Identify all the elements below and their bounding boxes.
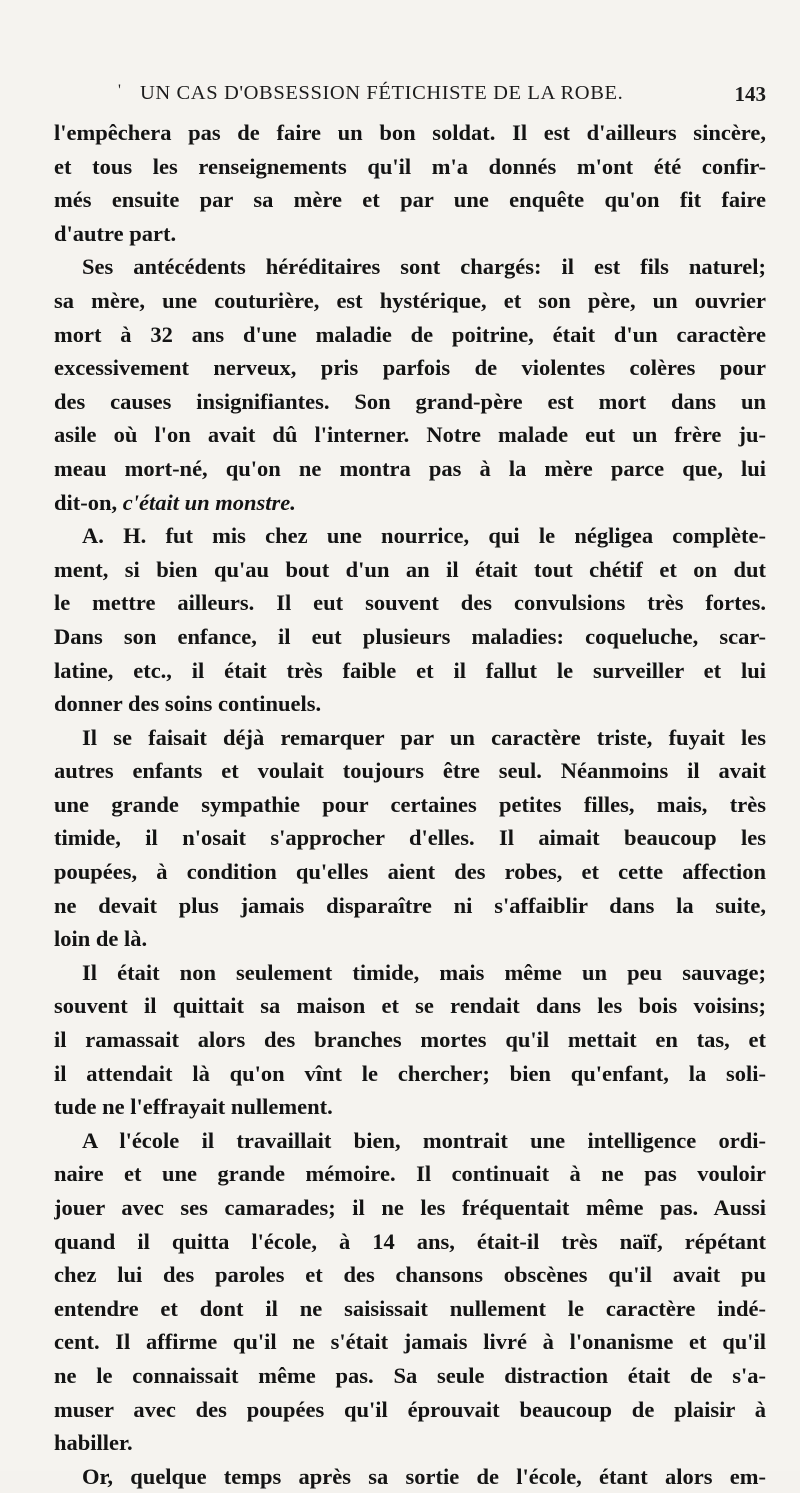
text-line: [54, 217, 766, 251]
text-line-content: habiller.: [54, 1430, 133, 1456]
text-line: [54, 553, 766, 587]
text-line-content: asile où l'on avait dû l'interner. Notre malade eut un frère ju-: [54, 422, 766, 448]
text-line-content: une grande sympathie pour certaines petites filles, mais, très: [54, 791, 766, 817]
text-line-content: le mettre ailleurs. Il eut souvent des convulsions très fortes.: [54, 590, 766, 616]
text-line-content: poupées, à condition qu'elles aient des robes, et cette affection: [54, 859, 766, 885]
running-title: UN CAS D'OBSESSION FÉTICHISTE DE LA ROBE.: [140, 82, 624, 104]
text-line: [54, 1258, 766, 1292]
text-line-content: naire et une grande mémoire. Il continuait à ne pas vouloir: [54, 1161, 766, 1187]
text-line-content: ne le connaissait même pas. Sa seule distraction était de s'a-: [54, 1362, 766, 1388]
text-line: [54, 586, 766, 620]
text-line-content: loin de là.: [54, 926, 148, 952]
text-line: [54, 1325, 766, 1359]
text-line-content: Or, quelque temps après sa sortie de l'école, étant alors em-: [82, 1463, 766, 1489]
text-line-content: més ensuite par sa mère et par une enquête qu'on fit faire: [54, 187, 766, 213]
text-line: [54, 788, 766, 822]
text-line: [54, 956, 766, 990]
body-text: [54, 116, 766, 1489]
text-line-content: sa mère, une couturière, est hystérique, et son père, un ouvrier: [54, 287, 766, 313]
text-line-content: timide, il n'osait s'approcher d'elles. Il aimait beaucoup les: [54, 825, 766, 851]
text-line: [54, 183, 766, 217]
text-line-content: chez lui des paroles et des chansons obscènes qu'il avait pu: [54, 1262, 766, 1288]
text-line-content: il attendait là qu'on vînt le chercher; bien qu'enfant, la soli-: [54, 1060, 766, 1086]
text-line-content: dit-on,: [54, 489, 118, 515]
text-line: [54, 620, 766, 654]
text-line: [54, 754, 766, 788]
page-number: 143: [734, 82, 766, 106]
text-line-content: ne devait plus jamais disparaître ni s'affaiblir dans la suite,: [54, 892, 766, 918]
text-line: [54, 385, 766, 419]
text-line: [54, 519, 766, 553]
text-line: [54, 821, 766, 855]
text-line-content: d'autre part.: [54, 220, 177, 246]
text-line-content: A l'école il travaillait bien, montrait une intelligence ordi-: [82, 1127, 766, 1153]
text-line: [54, 1157, 766, 1191]
text-line: [54, 1359, 766, 1393]
text-line-content: ment, si bien qu'au bout d'un an il était tout chétif et on dut: [54, 556, 766, 582]
text-line-content: autres enfants et voulait toujours être seul. Néanmoins il avait: [54, 758, 766, 784]
text-line: [54, 721, 766, 755]
text-line: [54, 687, 766, 721]
text-line: [54, 1460, 766, 1493]
text-line: [54, 452, 766, 486]
text-line-content: quand il quitta l'école, à 14 ans, était-il très naïf, répétant: [54, 1228, 766, 1254]
text-line: [54, 1225, 766, 1259]
text-line-content: Il se faisait déjà remarquer par un caractère triste, fuyait les: [82, 724, 766, 750]
running-header: [118, 80, 766, 110]
text-line: [54, 1057, 766, 1091]
text-line: [54, 1393, 766, 1427]
text-line: [54, 1292, 766, 1326]
text-line: [54, 1191, 766, 1225]
text-line-content: A. H. fut mis chez une nourrice, qui le négligea complète-: [82, 523, 766, 549]
text-line: [54, 318, 766, 352]
text-line: [54, 855, 766, 889]
text-line-content: cent. Il affirme qu'il ne s'était jamais livré à l'onanisme et qu'il: [54, 1329, 766, 1355]
text-line: [54, 116, 766, 150]
text-line: [54, 284, 766, 318]
text-line-content: donner des soins continuels.: [54, 691, 322, 717]
text-line-content: jouer avec ses camarades; il ne les fréquentait même pas. Aussi: [54, 1195, 766, 1220]
text-line-content: latine, etc., il était très faible et il fallut le surveiller et lui: [54, 657, 766, 683]
text-line-content: Dans son enfance, il eut plusieurs maladies: coqueluche, scar-: [54, 623, 766, 649]
text-line-content: excessivement nerveux, pris parfois de violentes colères pour: [54, 355, 766, 381]
text-line-content: muser avec des poupées qu'il éprouvait beaucoup de plaisir à: [54, 1396, 766, 1422]
italic-phrase: c'était un monstre.: [122, 489, 296, 515]
text-line: [54, 1426, 766, 1460]
text-line: [54, 1124, 766, 1158]
text-line-content: des causes insignifiantes. Son grand-père est mort dans un: [54, 388, 766, 414]
text-line: [54, 418, 766, 452]
text-line: [54, 486, 766, 520]
text-line: [54, 922, 766, 956]
text-line: [54, 150, 766, 184]
text-line-content: meau mort-né, qu'on ne montra pas à la mère parce que, lui: [54, 455, 766, 481]
text-line: [54, 250, 766, 284]
text-line: [54, 654, 766, 688]
text-line: [54, 989, 766, 1023]
text-line-content: et tous les renseignements qu'il m'a donnés m'ont été confir-: [54, 153, 766, 179]
text-line-content: tude ne l'effrayait nullement.: [54, 1094, 333, 1120]
text-line-content: l'empêchera pas de faire un bon soldat. Il est d'ailleurs sincère,: [54, 120, 766, 145]
text-line-content: Il était non seulement timide, mais même un peu sauvage;: [82, 959, 766, 985]
text-line-content: mort à 32 ans d'une maladie de poitrine, était d'un caractère: [54, 321, 766, 347]
text-line-content: il ramassait alors des branches mortes qu'il mettait en tas, et: [54, 1027, 766, 1053]
text-line: [54, 1023, 766, 1057]
header-mark: ': [118, 82, 121, 99]
text-line: [54, 889, 766, 923]
text-line-content: Ses antécédents héréditaires sont chargés: il est fils naturel;: [82, 254, 766, 280]
text-line-content: entendre et dont il ne saisissait nullement le caractère indé-: [54, 1295, 766, 1321]
text-line: [54, 1090, 766, 1124]
text-line-content: souvent il quittait sa maison et se rendait dans les bois voisins;: [54, 993, 766, 1019]
text-line: [54, 351, 766, 385]
